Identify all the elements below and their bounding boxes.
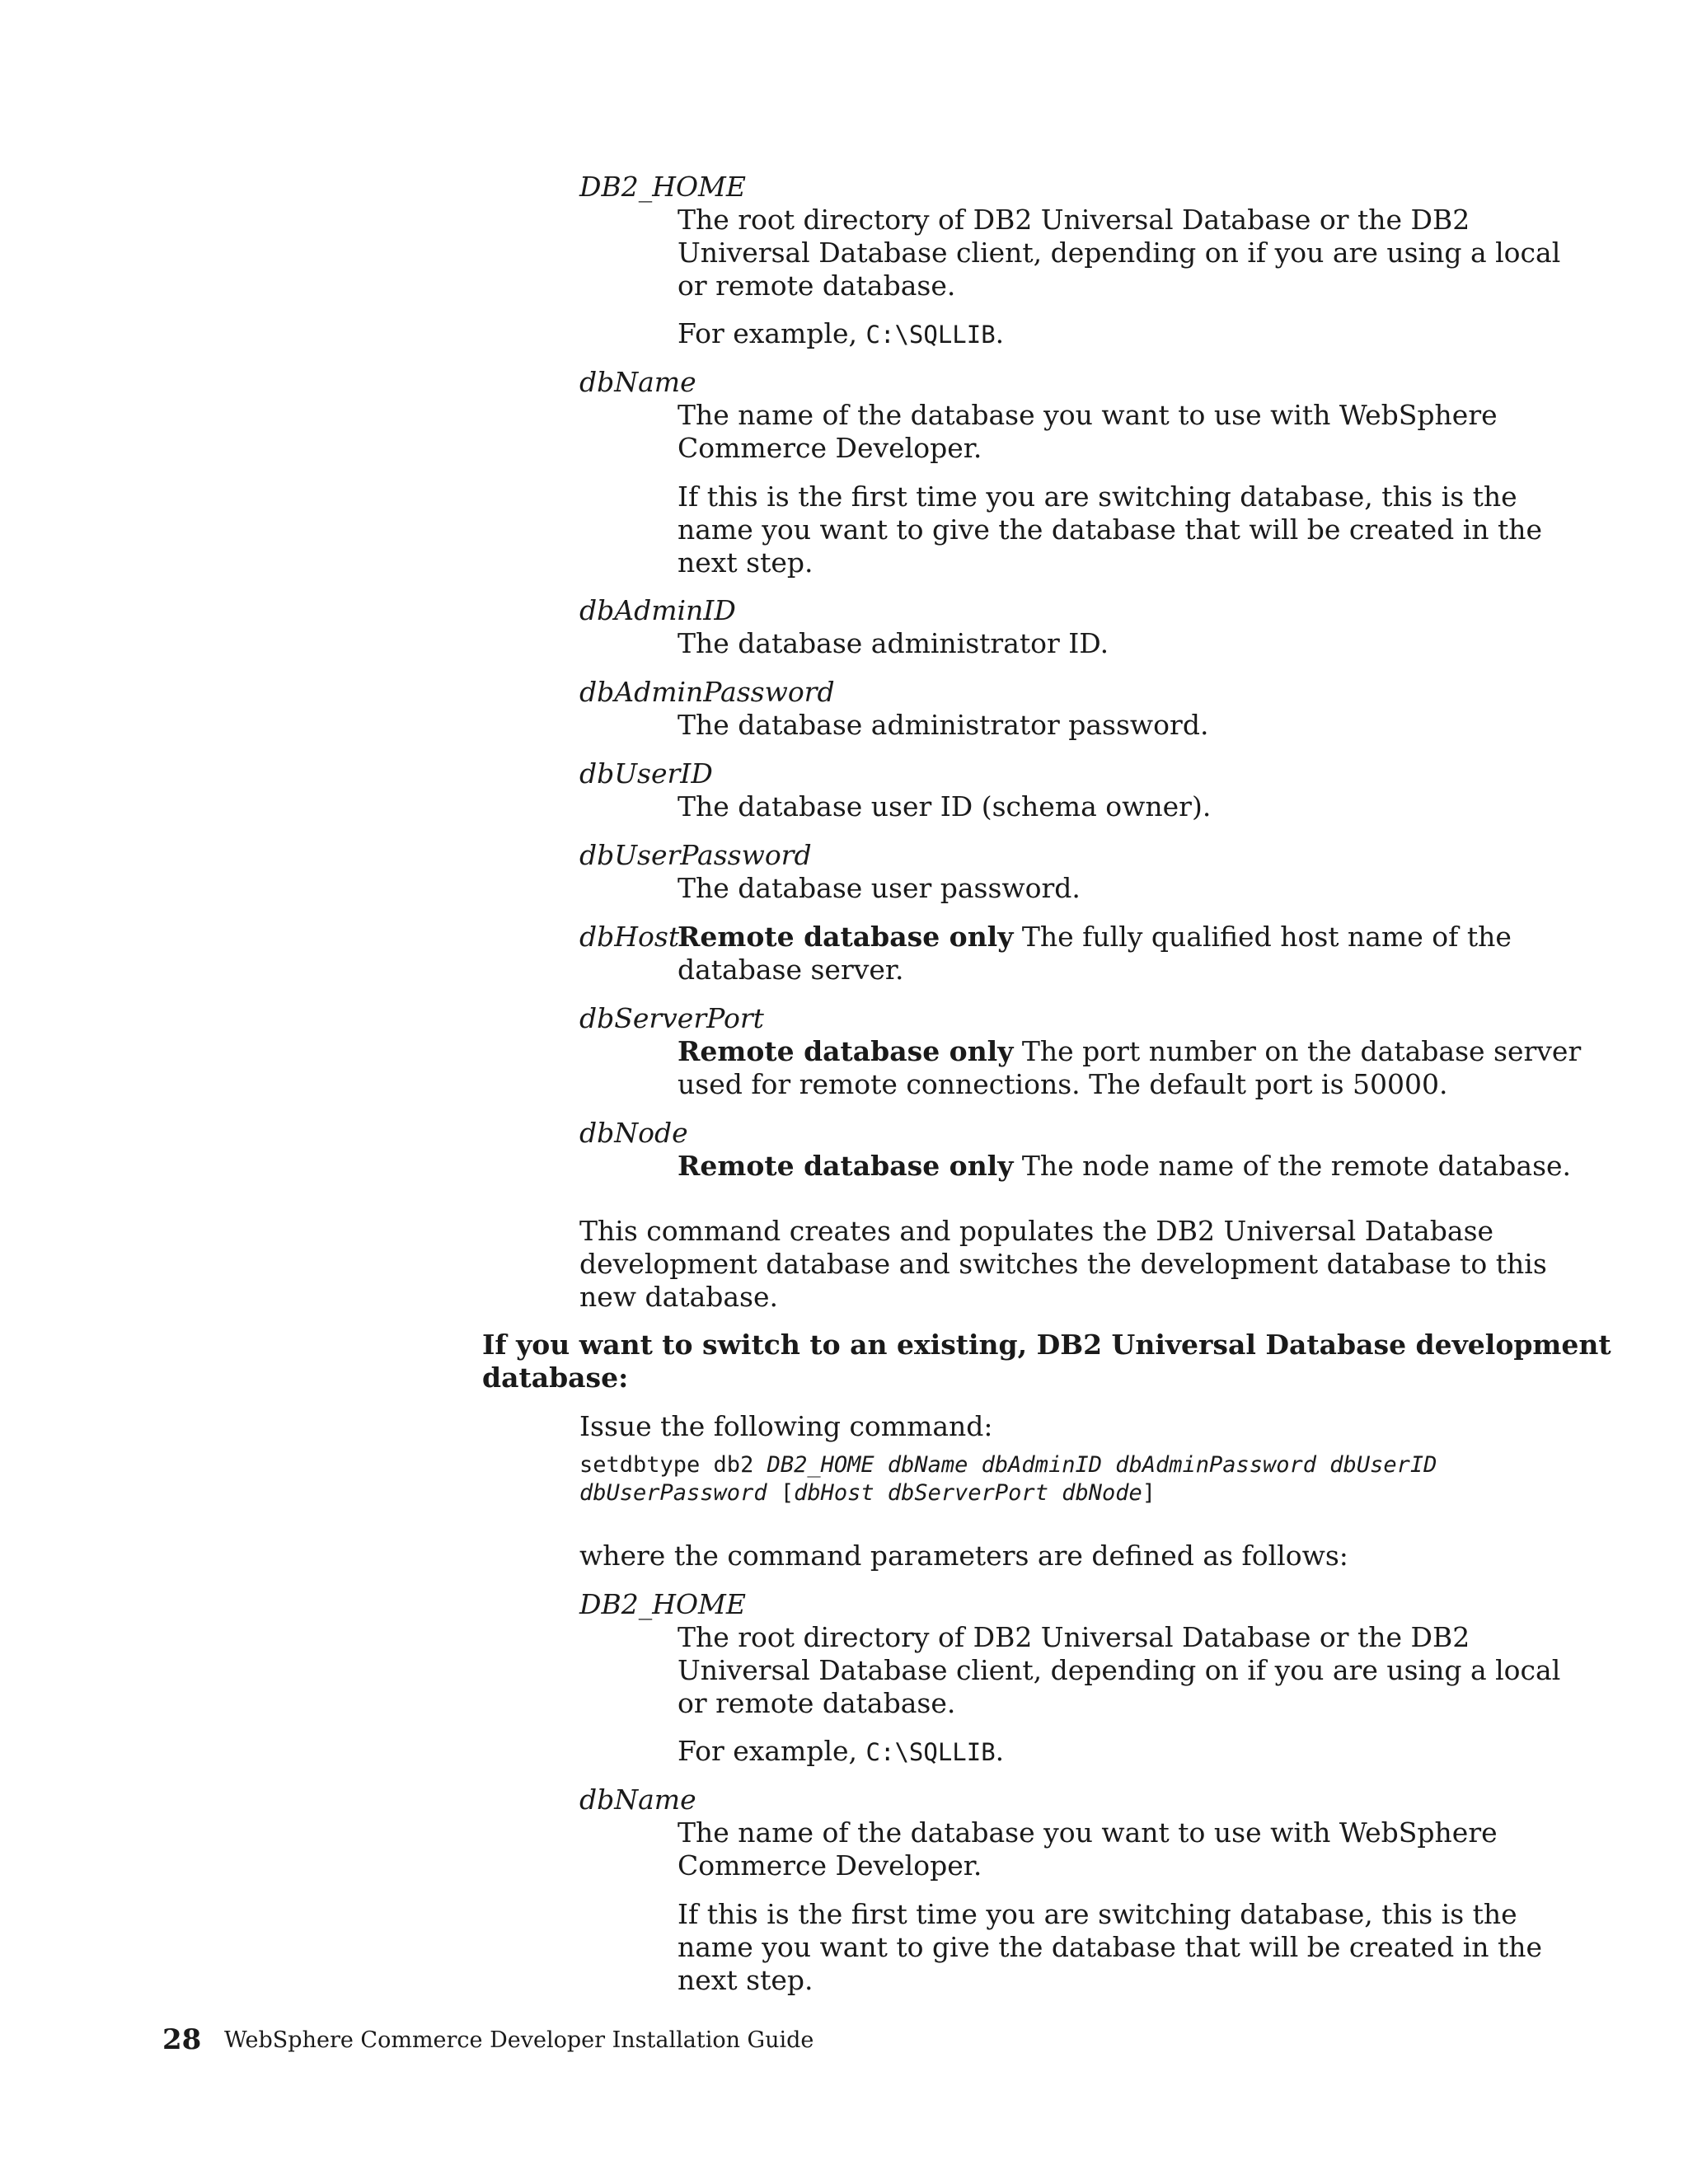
definition-text: The name of the database you want to use with WebSphere bbox=[678, 399, 1498, 431]
summary-paragraph: This command creates and populates the DB2 Universal Database bbox=[579, 1215, 1494, 1247]
term-dbserverport: dbServerPort bbox=[579, 1002, 764, 1034]
summary-paragraph: development database and switches the development database to this bbox=[579, 1248, 1547, 1280]
definition-text: The database user ID (schema owner). bbox=[678, 790, 1212, 823]
definition-rest: The port number on the database server bbox=[1013, 1035, 1582, 1067]
definition-text: or remote database. bbox=[678, 1687, 956, 1719]
definition-text bbox=[678, 921, 1512, 954]
remote-only-label: Remote database only bbox=[678, 1035, 1014, 1067]
definition-note: next step. bbox=[678, 1964, 814, 1996]
example-path: C:\SQLLIB bbox=[865, 321, 996, 349]
term-dbuserid: dbUserID bbox=[579, 757, 713, 790]
command-line bbox=[579, 1479, 1156, 1507]
running-footer-title: WebSphere Commerce Developer Installation Guide bbox=[224, 2027, 814, 2053]
command-optional-params: dbHost dbServerPort dbNode bbox=[794, 1480, 1142, 1506]
definition-text: The database user password. bbox=[678, 872, 1081, 904]
definition-text: The root directory of DB2 Universal Database or the DB2 bbox=[678, 204, 1470, 236]
term-dbname: dbName bbox=[579, 1783, 696, 1816]
command-line bbox=[579, 1451, 1437, 1479]
term-dbuserpassword: dbUserPassword bbox=[579, 839, 812, 871]
definition-text: The database administrator ID. bbox=[678, 627, 1109, 659]
term-dbadminid: dbAdminID bbox=[579, 594, 736, 626]
example-line bbox=[678, 317, 1004, 351]
definition-text: or remote database. bbox=[678, 269, 956, 302]
definition-note: name you want to give the database that will be created in the bbox=[678, 513, 1543, 546]
definition-note: If this is the first time you are switching database, this is the bbox=[678, 480, 1517, 513]
definition-text: The name of the database you want to use with WebSphere bbox=[678, 1816, 1498, 1849]
definition-rest: The node name of the remote database. bbox=[1013, 1150, 1572, 1182]
command-params: dbUserPassword bbox=[579, 1480, 767, 1506]
example-suffix: . bbox=[995, 1735, 1005, 1767]
summary-paragraph: new database. bbox=[579, 1281, 779, 1313]
definition-text: The root directory of DB2 Universal Database or the DB2 bbox=[678, 1621, 1470, 1653]
definition-note: name you want to give the database that will be created in the bbox=[678, 1931, 1543, 1963]
optional-bracket-open: [ bbox=[767, 1480, 795, 1506]
definition-text: database server. bbox=[678, 954, 904, 986]
example-suffix: . bbox=[995, 317, 1005, 349]
definition-text: The database administrator password. bbox=[678, 709, 1209, 741]
instruction-text: Issue the following command: bbox=[579, 1410, 993, 1442]
term-db2-home: DB2_HOME bbox=[579, 171, 746, 203]
remote-only-label: Remote database only bbox=[678, 921, 1014, 953]
definition-rest: The fully qualified host name of the bbox=[1013, 921, 1512, 953]
term-dbhost: dbHost bbox=[579, 921, 680, 953]
section-heading: database: bbox=[482, 1361, 629, 1394]
optional-bracket-close: ] bbox=[1142, 1480, 1156, 1506]
term-db2-home: DB2_HOME bbox=[579, 1588, 746, 1620]
term-dbname: dbName bbox=[579, 366, 696, 398]
definition-note: If this is the first time you are switching database, this is the bbox=[678, 1898, 1517, 1930]
command-name: setdbtype db2 bbox=[579, 1452, 767, 1478]
remote-only-label: Remote database only bbox=[678, 1150, 1014, 1182]
term-dbnode: dbNode bbox=[579, 1117, 688, 1149]
definition-text: Universal Database client, depending on if you are using a local bbox=[678, 237, 1561, 269]
definition-text bbox=[678, 1035, 1581, 1068]
definition-text: Commerce Developer. bbox=[678, 432, 982, 464]
definition-text bbox=[678, 1150, 1571, 1183]
instruction-text: where the command parameters are defined as follows: bbox=[579, 1540, 1348, 1572]
example-prefix: For example, bbox=[678, 1735, 866, 1767]
example-path: C:\SQLLIB bbox=[865, 1738, 996, 1766]
term-dbadminpassword: dbAdminPassword bbox=[579, 676, 835, 708]
example-line bbox=[678, 1735, 1004, 1769]
command-params: DB2_HOME dbName dbAdminID dbAdminPassword dbUserID bbox=[767, 1452, 1437, 1478]
definition-note: next step. bbox=[678, 546, 814, 579]
page-number: 28 bbox=[162, 2023, 202, 2056]
definition-text: Commerce Developer. bbox=[678, 1849, 982, 1882]
definition-text: Universal Database client, depending on if you are using a local bbox=[678, 1654, 1561, 1686]
section-heading: If you want to switch to an existing, DB2 Universal Database development bbox=[482, 1329, 1611, 1361]
definition-text: used for remote connections. The default port is 50000. bbox=[678, 1068, 1448, 1100]
example-prefix: For example, bbox=[678, 317, 866, 349]
